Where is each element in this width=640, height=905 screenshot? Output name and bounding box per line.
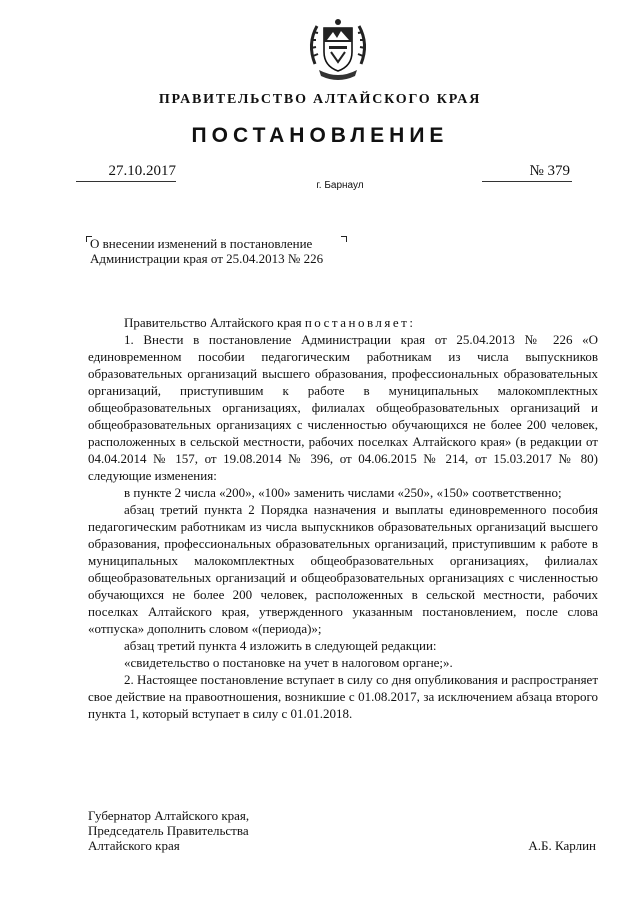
- intro-paragraph: [88, 314, 598, 331]
- document-body: [88, 314, 598, 722]
- document-type-title: ПОСТАНОВЛЕНИЕ: [191, 124, 449, 147]
- city-name: г. Барнаул: [316, 180, 364, 191]
- intro-decree-word: постановляет:: [304, 315, 416, 330]
- paragraph-2: в пункте 2 числа «200», «100» заменить числами «250», «150» соответственно;: [124, 485, 562, 500]
- signatory-name: А.Б. Карлин: [528, 838, 596, 853]
- signatory-line-3: Алтайского края: [88, 838, 180, 853]
- paragraph-5: «свидетельство о постановке на учет в налоговом органе;».: [124, 655, 453, 670]
- government-title: ПРАВИТЕЛЬСТВО АЛТАЙСКОГО КРАЯ: [158, 92, 482, 107]
- paragraph-1: 1. Внести в постановление Администрации края от 25.04.2013 № 226 «О единовременном пособии педагогическим работникам из числа выпускников образовательных организаций высшего образования, профессиональных образовательных организаций, приступившим к работе в муниципальных малокомплектных общеобразовательных организациях, филиалах общеобразовательных организаций и общеобразовательных организациях с численностью обучающихся не более 200 человек, расположенных в сельской местности, рабочих поселках Алтайского края» (в редакции от 04.04.2014 № 157, от 19.08.2014 № 396, от 04.06.2015 № 214, от 15.03.2017 № 80) следующие изменения:: [88, 332, 598, 483]
- coat-of-arms-icon: [305, 14, 371, 84]
- subject-line-2: Администрации края от 25.04.2013 № 226: [90, 251, 324, 266]
- document-date: 27.10.2017: [108, 163, 176, 179]
- paragraph-3: абзац третий пункта 2 Порядка назначения и выплаты единовременного пособия педагогическим работникам из числа выпускников образовательных организаций высшего образования, профессиональных образовательных организаций, приступившим к работе в муниципальных малокомплектных общеобразовательных организациях, филиалах общеобразовательных организаций и общеобразовательных организациях с численностью обучающихся не более 200 человек, расположенных в сельской местности, рабочих поселках Алтайского края, утвержденного указанным постановлением, после слова «отпуска» дополнить словом «(периода)»;: [88, 502, 598, 636]
- paragraph-6: 2. Настоящее постановление вступает в силу со дня опубликования и распространяет свое действие на правоотношения, возникшие с 01.08.2017, за исключением абзаца второго пункта 1, который вступает в силу с 01.01.2018.: [88, 672, 598, 721]
- intro-prefix: Правительство Алтайского края: [124, 315, 302, 330]
- signatory-title: [88, 808, 348, 853]
- paragraph-4: абзац третий пункта 4 изложить в следующей редакции:: [124, 638, 437, 653]
- document-subject: [90, 236, 370, 266]
- signatory-line-1: Губернатор Алтайского края,: [88, 808, 250, 823]
- subject-line-1: О внесении изменений в постановление: [90, 236, 313, 251]
- signatory-line-2: Председатель Правительства: [88, 823, 249, 838]
- document-number: № 379: [529, 163, 570, 179]
